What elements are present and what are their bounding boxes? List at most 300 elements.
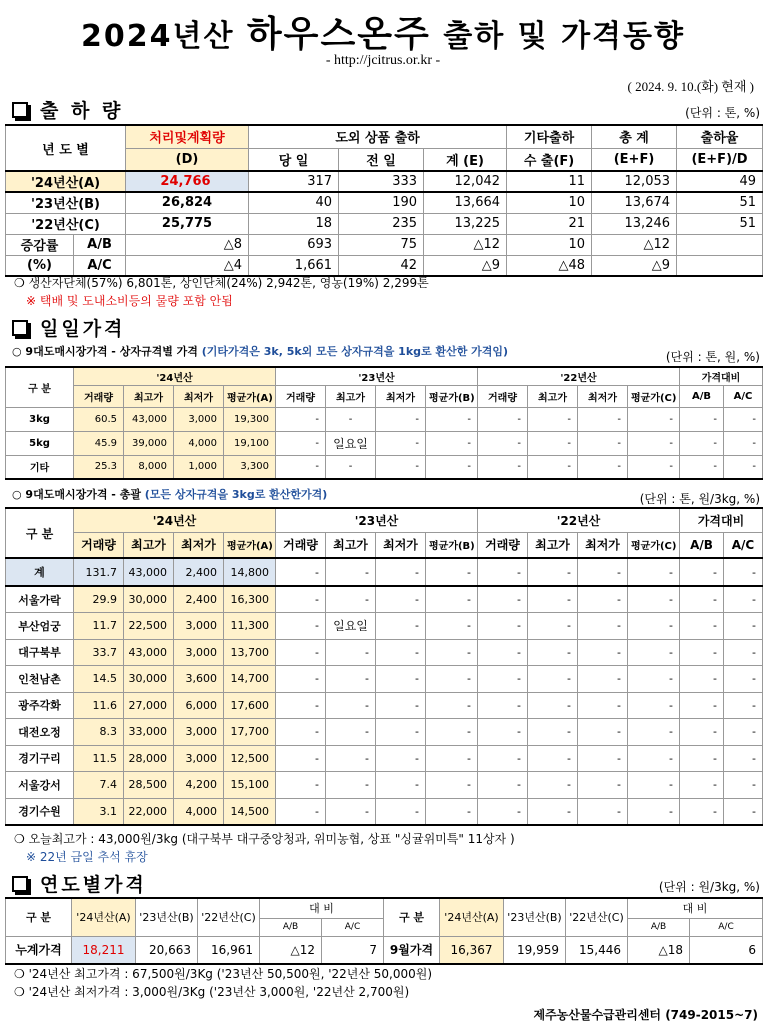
cell: - [276, 772, 326, 799]
cell: - [724, 798, 763, 825]
cell: - [724, 431, 763, 455]
table-row [6, 455, 763, 479]
title-main: 하우스온주 [246, 14, 431, 55]
cell: 13,700 [224, 639, 276, 666]
cell: - [680, 613, 724, 640]
cell: - [528, 745, 578, 772]
cell: 18,211 [72, 936, 136, 964]
cell: - [724, 666, 763, 693]
daily-subtitle [12, 343, 508, 359]
header-proc-sub: (D) [126, 148, 249, 171]
yearly-note-min: ❍ '24년산 최저가격 : 3,000원/3Kg ('23년산 3,000원, '22년산 2,700원) [14, 985, 410, 999]
cell: - [680, 798, 724, 825]
row-label: 3kg [6, 407, 74, 431]
cell: - [528, 639, 578, 666]
cell: - [724, 639, 763, 666]
shipment-table [5, 124, 763, 277]
cell: 3,000 [174, 613, 224, 640]
header-a: '24년산(A) [440, 898, 504, 936]
cell: - [276, 455, 326, 479]
cell-sum: 13,225 [424, 213, 507, 234]
header-avg: 평균가(C) [628, 532, 680, 558]
cell-other: 11 [507, 171, 592, 192]
cell: 14,500 [224, 798, 276, 825]
checkbox-square-icon [12, 320, 28, 336]
cell: - [276, 666, 326, 693]
cell: - [724, 692, 763, 719]
cell: - [276, 558, 326, 586]
section-shipment-title: 출 하 량 [40, 100, 124, 122]
summary-price-table [5, 507, 763, 826]
cell: 19,959 [504, 936, 566, 964]
header-out: 도외 상품 출하 [249, 125, 507, 148]
cell: - [478, 639, 528, 666]
cell: 3,000 [174, 639, 224, 666]
cell: - [326, 772, 376, 799]
cell: - [376, 772, 426, 799]
cell-rate [677, 255, 763, 276]
cell: - [578, 613, 628, 640]
section-shipment-header [12, 96, 123, 123]
cell: - [478, 666, 528, 693]
cell-rate [677, 234, 763, 255]
cell: 30,000 [124, 586, 174, 613]
header-gubun: 구 분 [6, 898, 72, 936]
cell: 17,600 [224, 692, 276, 719]
cell: 14,700 [224, 666, 276, 693]
cell: 11.6 [74, 692, 124, 719]
cell-total: 13,674 [592, 192, 677, 213]
cell: 43,000 [124, 639, 174, 666]
cell: - [680, 586, 724, 613]
cell-other: 10 [507, 234, 592, 255]
cell: - [628, 407, 680, 431]
cell: - [376, 586, 426, 613]
cell: - [478, 558, 528, 586]
cell: - [628, 666, 680, 693]
cell: - [478, 455, 528, 479]
cell: - [528, 586, 578, 613]
header-gubun: 구 분 [6, 508, 74, 558]
cell: - [376, 745, 426, 772]
cell: - [724, 719, 763, 746]
cell: - [426, 772, 478, 799]
cell-proc: 26,824 [126, 192, 249, 213]
table-row [6, 586, 763, 613]
cell: - [478, 431, 528, 455]
daily-unit: (단위 : 톤, 원, %) [665, 350, 760, 364]
cell: - [478, 745, 528, 772]
row-label: 대구북부 [6, 639, 74, 666]
yearly-unit: (단위 : 원/3kg, %) [658, 880, 760, 894]
header-min: 최저가 [376, 532, 426, 558]
shipment-unit: (단위 : 톤, %) [685, 106, 760, 120]
cell: - [426, 455, 478, 479]
table-row [6, 745, 763, 772]
cell: - [326, 666, 376, 693]
header-rate: 출하율 [677, 125, 763, 148]
table-row [6, 407, 763, 431]
header-ab: A/B [628, 918, 690, 936]
cell: - [724, 455, 763, 479]
row-label: 9월가격 [384, 936, 440, 964]
cell: - [578, 431, 628, 455]
cell: - [528, 558, 578, 586]
cell: 60.5 [74, 407, 124, 431]
table-row [6, 234, 763, 255]
cell: - [376, 692, 426, 719]
cell: 4,000 [174, 798, 224, 825]
cell-today: 317 [249, 171, 339, 192]
header-total: 총 계 [592, 125, 677, 148]
row-label: 기타 [6, 455, 74, 479]
row-label: A/B [74, 234, 126, 255]
cell: △18 [628, 936, 690, 964]
header-rate-sub: (E+F)/D [677, 148, 763, 171]
checkbox-square-icon [12, 876, 28, 892]
header-cmp: 가격대비 [680, 367, 763, 385]
cell: - [528, 613, 578, 640]
yearly-price-table [5, 897, 763, 965]
cell: 17,700 [224, 719, 276, 746]
cell: - [578, 692, 628, 719]
table-row [6, 255, 763, 276]
header-max: 최고가 [124, 532, 174, 558]
header-c: '22년산(C) [198, 898, 260, 936]
daily-subtitle-blue: (기타가격은 3k, 5k외 모든 상자규격을 1kg로 환산한 가격임) [201, 345, 509, 358]
cell: - [680, 639, 724, 666]
header-ac: A/C [724, 385, 763, 407]
table-row [6, 639, 763, 666]
cell-prev: 235 [339, 213, 424, 234]
header-sum: 계 (E) [424, 148, 507, 171]
cell: - [326, 558, 376, 586]
page-title [0, 6, 766, 57]
cell: 8,000 [124, 455, 174, 479]
header-min: 최저가 [578, 385, 628, 407]
row-label: 서울가락 [6, 586, 74, 613]
cell: 15,446 [566, 936, 628, 964]
header-max: 최고가 [528, 532, 578, 558]
header-min: 최저가 [174, 532, 224, 558]
header-ac: A/C [690, 918, 763, 936]
cell-sum: △9 [424, 255, 507, 276]
cell: - [276, 586, 326, 613]
cell: - [578, 558, 628, 586]
table-row [6, 192, 763, 213]
title-post: 출하 및 가격동향 [430, 19, 685, 54]
cell: - [680, 455, 724, 479]
cell: - [628, 639, 680, 666]
section-yearly-header [12, 870, 147, 897]
cell: - [578, 407, 628, 431]
cell-sum: 12,042 [424, 171, 507, 192]
cell: 11,300 [224, 613, 276, 640]
row-label: 누계가격 [6, 936, 72, 964]
row-label: 광주각화 [6, 692, 74, 719]
cell-total: △12 [592, 234, 677, 255]
cell: 19,300 [224, 407, 276, 431]
cell: - [478, 613, 528, 640]
header-total-sub: (E+F) [592, 148, 677, 171]
cell: 16,961 [198, 936, 260, 964]
cell-other: 10 [507, 192, 592, 213]
cell: - [426, 798, 478, 825]
cell-today: 693 [249, 234, 339, 255]
row-label: 서울강서 [6, 772, 74, 799]
cell: - [628, 798, 680, 825]
header-a: '24년산(A) [72, 898, 136, 936]
header-c: '22년산(C) [566, 898, 628, 936]
header-vol: 거래량 [276, 385, 326, 407]
cell: - [628, 745, 680, 772]
cell: - [680, 558, 724, 586]
cell: 16,300 [224, 586, 276, 613]
cell: - [276, 692, 326, 719]
table-row [6, 431, 763, 455]
summary-subtitle-blue: (모든 상자규격을 3kg로 환산한가격) [144, 488, 328, 501]
cell: 2,400 [174, 586, 224, 613]
summary-subtitle-text: ○ 9대도매시장가격 - 총괄 [12, 488, 145, 501]
cell: - [326, 798, 376, 825]
cell: - [426, 407, 478, 431]
cell: 43,000 [124, 407, 174, 431]
header-avg: 평균가(C) [628, 385, 680, 407]
cell: 8.3 [74, 719, 124, 746]
cell: - [724, 407, 763, 431]
cell: 39,000 [124, 431, 174, 455]
cell: - [478, 586, 528, 613]
cell: 14,800 [224, 558, 276, 586]
cell: 4,000 [174, 431, 224, 455]
header-y24: '24년산 [74, 508, 276, 532]
cell: 3,000 [174, 719, 224, 746]
row-label: 계 [6, 558, 74, 586]
cell: - [376, 719, 426, 746]
inc-label: 증감률 [6, 234, 74, 255]
section-daily-header [12, 314, 125, 341]
row-label: 대전오정 [6, 719, 74, 746]
cell: - [528, 431, 578, 455]
cell: 28,500 [124, 772, 174, 799]
cell: - [426, 586, 478, 613]
header-prev: 전 일 [339, 148, 424, 171]
cell: 43,000 [124, 558, 174, 586]
cell: 3,000 [174, 745, 224, 772]
summary-note: ❍ 오늘최고가 : 43,000원/3kg (대구북부 대구중앙청과, 위미농협, 상표 "싱귤위미특" 11상자 ) [14, 832, 515, 846]
header-gubun: 구 분 [384, 898, 440, 936]
section-daily-title: 일일가격 [40, 318, 126, 340]
cell: - [628, 586, 680, 613]
cell: 16,367 [440, 936, 504, 964]
cell-rate: 49 [677, 171, 763, 192]
cell-other: 21 [507, 213, 592, 234]
cell: 131.7 [74, 558, 124, 586]
cell-prev: 333 [339, 171, 424, 192]
row-label: A/C [74, 255, 126, 276]
cell: - [426, 613, 478, 640]
cell: - [578, 745, 628, 772]
cell: - [326, 639, 376, 666]
header-year: 년 도 별 [6, 125, 126, 171]
cell: 15,100 [224, 772, 276, 799]
cell: - [478, 719, 528, 746]
cell-total: 12,053 [592, 171, 677, 192]
header-other-sub: 수 출(F) [507, 148, 592, 171]
table-row [6, 171, 763, 192]
cell: - [276, 719, 326, 746]
header-vol: 거래량 [74, 385, 124, 407]
cell: - [326, 692, 376, 719]
header-min: 최저가 [578, 532, 628, 558]
table-row [6, 798, 763, 825]
table-row [6, 558, 763, 586]
cell-proc: △8 [126, 234, 249, 255]
cell: - [680, 719, 724, 746]
header-max: 최고가 [124, 385, 174, 407]
cell: - [376, 431, 426, 455]
row-label: '24년산(A) [6, 171, 126, 192]
cell: 2,400 [174, 558, 224, 586]
cell: 3,600 [174, 666, 224, 693]
cell: - [680, 772, 724, 799]
header-vol: 거래량 [478, 385, 528, 407]
cell: 20,663 [136, 936, 198, 964]
cell: - [680, 745, 724, 772]
table-row [6, 719, 763, 746]
cell: - [276, 431, 326, 455]
cell: - [426, 719, 478, 746]
header-proc: 처리및계획량 [126, 125, 249, 148]
cell: △12 [260, 936, 322, 964]
cell: - [628, 558, 680, 586]
table-row [6, 692, 763, 719]
cell: 12,500 [224, 745, 276, 772]
header-cmp: 대 비 [628, 898, 763, 918]
cell: - [578, 455, 628, 479]
cell: - [724, 613, 763, 640]
cell: - [528, 455, 578, 479]
cell: - [276, 407, 326, 431]
row-label: 경기구리 [6, 745, 74, 772]
header-cmp: 대 비 [260, 898, 384, 918]
cell: 25.3 [74, 455, 124, 479]
cell: - [276, 798, 326, 825]
cell: - [376, 455, 426, 479]
cell-other: △48 [507, 255, 592, 276]
header-vol: 거래량 [276, 532, 326, 558]
cell: 6,000 [174, 692, 224, 719]
table-row [6, 772, 763, 799]
cell: - [426, 745, 478, 772]
row-label: 부산엄궁 [6, 613, 74, 640]
title-pre: 2024년산 [81, 19, 247, 54]
cell: - [478, 772, 528, 799]
cell: 22,000 [124, 798, 174, 825]
checkbox-square-icon [12, 102, 28, 118]
cell-proc: 24,766 [126, 171, 249, 192]
table-row [6, 936, 763, 964]
cell-today: 1,661 [249, 255, 339, 276]
cell: 22,500 [124, 613, 174, 640]
header-y24: '24년산 [74, 367, 276, 385]
cell: - [680, 431, 724, 455]
cell: 45.9 [74, 431, 124, 455]
cell: - [724, 772, 763, 799]
cell: - [528, 798, 578, 825]
header-today: 당 일 [249, 148, 339, 171]
cell: 4,200 [174, 772, 224, 799]
row-label: '23년산(B) [6, 192, 126, 213]
cell: 7.4 [74, 772, 124, 799]
report-date: ( 2024. 9. 10.(화) 현재 ) [627, 79, 754, 94]
cell: - [426, 558, 478, 586]
cell: - [326, 745, 376, 772]
cell: 일요일 [326, 431, 376, 455]
cell: 19,100 [224, 431, 276, 455]
cell: - [680, 407, 724, 431]
footer-center: 제주농산물수급관리센터 (749-2015~7) [533, 1008, 758, 1022]
header-ac: A/C [322, 918, 384, 936]
daily-price-table [5, 366, 763, 480]
header-ab: A/B [680, 532, 724, 558]
cell: - [376, 407, 426, 431]
header-avg: 평균가(A) [224, 532, 276, 558]
header-ab: A/B [260, 918, 322, 936]
table-row [6, 613, 763, 640]
cell-sum: 13,664 [424, 192, 507, 213]
cell: - [578, 719, 628, 746]
cell: - [276, 745, 326, 772]
cell: 1,000 [174, 455, 224, 479]
cell: - [528, 772, 578, 799]
section-yearly-title: 연도별가격 [40, 874, 147, 896]
cell: - [326, 407, 376, 431]
cell-rate: 51 [677, 213, 763, 234]
cell: - [680, 666, 724, 693]
shipment-note: ❍ 생산자단체(57%) 6,801톤, 상인단체(24%) 2,942톤, 영농(19%) 2,299톤 [14, 276, 429, 290]
cell: - [426, 639, 478, 666]
header-y23: '23년산 [276, 508, 478, 532]
cell: - [376, 558, 426, 586]
cell: 3.1 [74, 798, 124, 825]
cell: - [724, 558, 763, 586]
header-vol: 거래량 [74, 532, 124, 558]
header-avg: 평균가(B) [426, 385, 478, 407]
cell: - [528, 666, 578, 693]
cell: - [528, 407, 578, 431]
cell: 30,000 [124, 666, 174, 693]
cell: 11.5 [74, 745, 124, 772]
cell-proc: △4 [126, 255, 249, 276]
cell: - [528, 692, 578, 719]
cell: 14.5 [74, 666, 124, 693]
header-min: 최저가 [376, 385, 426, 407]
header-y22: '22년산 [478, 508, 680, 532]
cell: 27,000 [124, 692, 174, 719]
cell: - [426, 431, 478, 455]
cell-proc: 25,775 [126, 213, 249, 234]
header-avg: 평균가(A) [224, 385, 276, 407]
row-label: 인천남촌 [6, 666, 74, 693]
cell: - [628, 772, 680, 799]
cell: 일요일 [326, 613, 376, 640]
cell: 33.7 [74, 639, 124, 666]
cell: - [528, 719, 578, 746]
cell-sum: △12 [424, 234, 507, 255]
cell: 11.7 [74, 613, 124, 640]
cell-total: 13,246 [592, 213, 677, 234]
